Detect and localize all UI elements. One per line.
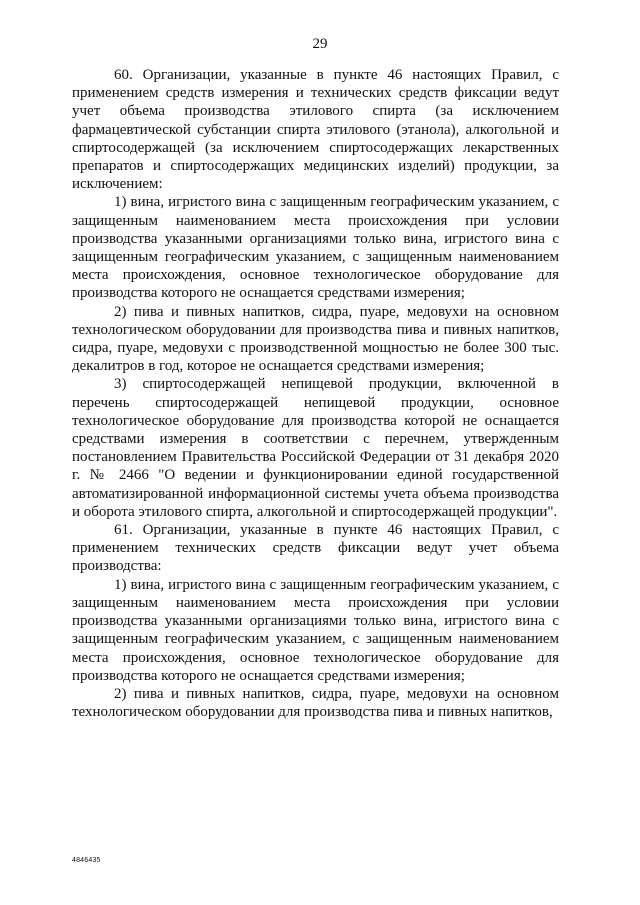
paragraph-61-item-2: 2) пива и пивных напитков, сидра, пуаре, медовухи на основном технологическом оборудовании для производства пива и пивных напитков, xyxy=(72,685,559,721)
paragraph-60-item-3: 3) спиртосодержащей непищевой продукции, включенной в перечень спиртосодержащей непищевой продукции, основное технологическое оборудование для производства которой не оснащается средствами измерения в соответствии с перечнем, утвержденным постановлением Правительства Российской Федерации от 31 декабря 2020 г. № 2466 "О ведении и функционировании единой государственной автоматизированной информационной системы учета объема производства и оборота этилового спирта, алкогольной и спиртосодержащей продукции". xyxy=(72,376,559,520)
document-body xyxy=(72,66,559,721)
document-id: 4846435 xyxy=(72,857,101,864)
paragraph-60-item-2: 2) пива и пивных напитков, сидра, пуаре, медовухи на основном технологическом оборудовании для производства пива и пивных напитков, сидра, пуаре, медовухи с производственной мощностью не более 300 тыс. декалитров в год, которое не оснащается средствами измерения; xyxy=(72,303,559,375)
page-number: 29 xyxy=(312,36,328,52)
paragraph-61-item-1: 1) вина, игристого вина с защищенным географическим указанием, с защищенным наименованием места происхождения при условии производства указанными организациями только вина, игристого вина с защищенным географическим указанием, с защищенным наименованием места происхождения, основное технологическое оборудование для производства которого не оснащается средствами измерения; xyxy=(72,576,559,684)
paragraph-60-item-1: 1) вина, игристого вина с защищенным географическим указанием, с защищенным наименованием места происхождения при условии производства указанными организациями только вина, игристого вина с защищенным географическим указанием, с защищенным наименованием места происхождения, основное технологическое оборудование для производства которого не оснащается средствами измерения; xyxy=(72,194,559,302)
paragraph-61: 61. Организации, указанные в пункте 46 настоящих Правил, с применением технических средств фиксации ведут учет объема производства: xyxy=(72,522,559,575)
paragraph-60: 60. Организации, указанные в пункте 46 настоящих Правил, с применением средств измерения и технических средств фиксации ведут учет объема производства этилового спирта (за исключением фармацевтической субстанции спирта этилового (этанола), алкогольной и спиртосодержащей (за исключением спиртосодержащих лекарственных препаратов и спиртосодержащих медицинских изделий) продукции, за исключением: xyxy=(72,67,559,193)
